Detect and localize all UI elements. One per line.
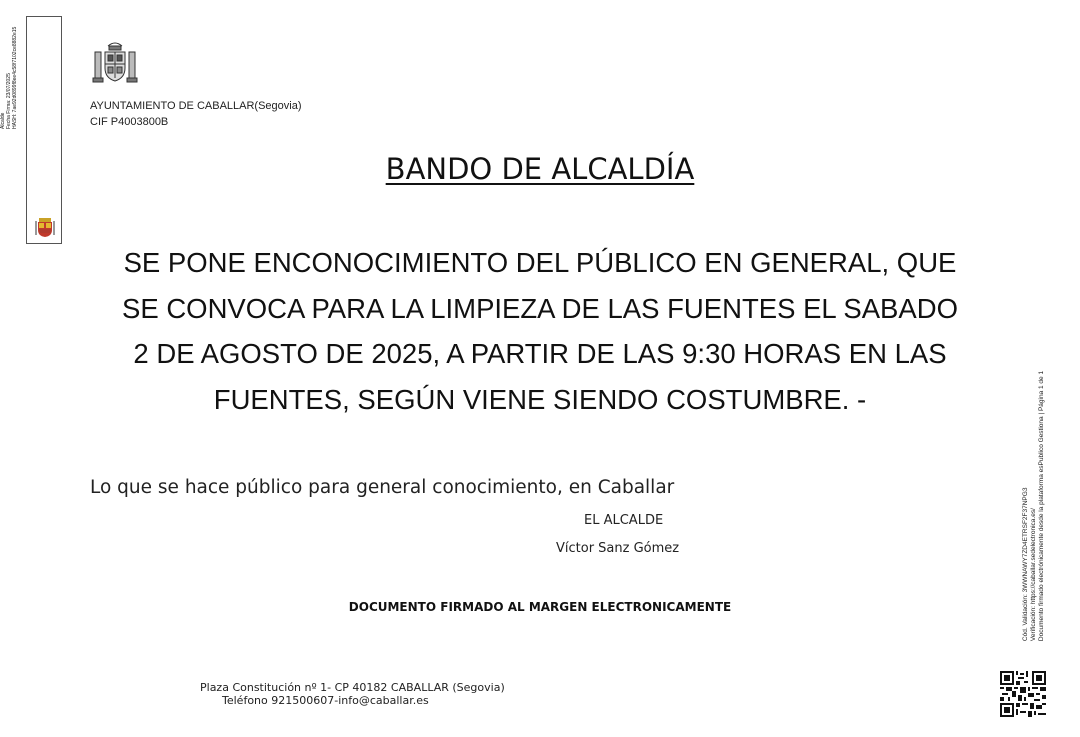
announcement-body (90, 240, 990, 422)
footer (200, 681, 505, 707)
verification-text (1022, 371, 1046, 641)
coat-of-arms-icon (90, 38, 140, 88)
cif-number: CIF P4003800B (90, 116, 169, 128)
signature-name: Víctor Sanz Gómez (556, 541, 680, 556)
verification-code: Cód. Validación: 3WWNAWY7ZD4ETRSF2F37NPG3 (1022, 487, 1029, 642)
signature-stamp (0, 16, 62, 244)
stamp-text (0, 27, 18, 129)
signed-note-wrap (0, 600, 1080, 614)
closing-statement: Lo que se hace público para general conocimiento, en Caballar (90, 477, 675, 498)
document-title-wrap (0, 152, 1080, 186)
body-line: SE CONVOCA PARA LA LIMPIEZA DE LAS FUENTES EL SABADO (122, 292, 958, 324)
stamp-date: Fecha Firma: 23/07/2025 (5, 73, 12, 129)
stamp-role: Alcalde (0, 112, 6, 129)
electronic-signature-note: DOCUMENTO FIRMADO AL MARGEN ELECTRONICAMENTE (348, 600, 732, 614)
signature-label: EL ALCALDE (584, 513, 664, 528)
footer-address: Plaza Constitución nº 1- CP 40182 CABALLAR (Segovia) (200, 681, 505, 694)
stamp-hash: HASH: 7ae92d0899f8ee4c58f7102ce8882e15 (11, 26, 18, 129)
verification-note: Documento firmado electrónicamente desde la plataforma esPublico Gestiona | Página 1 de 1 (1038, 370, 1045, 642)
body-line: SE PONE ENCONOCIMIENTO DEL PÚBLICO EN GENERAL, QUE (123, 247, 957, 278)
footer-contact: Teléfono 921500607-info@caballar.es (222, 694, 429, 707)
verification-url: Verificación: https://caballar.sedelectronica.es/ (1030, 508, 1037, 642)
municipality-name: AYUNTAMIENTO DE CABALLAR(Segovia) (90, 100, 302, 112)
body-line: 2 DE AGOSTO DE 2025, A PARTIR DE LAS 9:30 HORAS EN LAS (133, 338, 947, 369)
document-title: BANDO DE ALCALDÍA (385, 152, 695, 186)
body-line: FUENTES, SEGÚN VIENE SIENDO COSTUMBRE. - (213, 383, 867, 415)
municipal-seal-icon (33, 215, 57, 239)
qr-code-icon[interactable] (1000, 671, 1046, 717)
